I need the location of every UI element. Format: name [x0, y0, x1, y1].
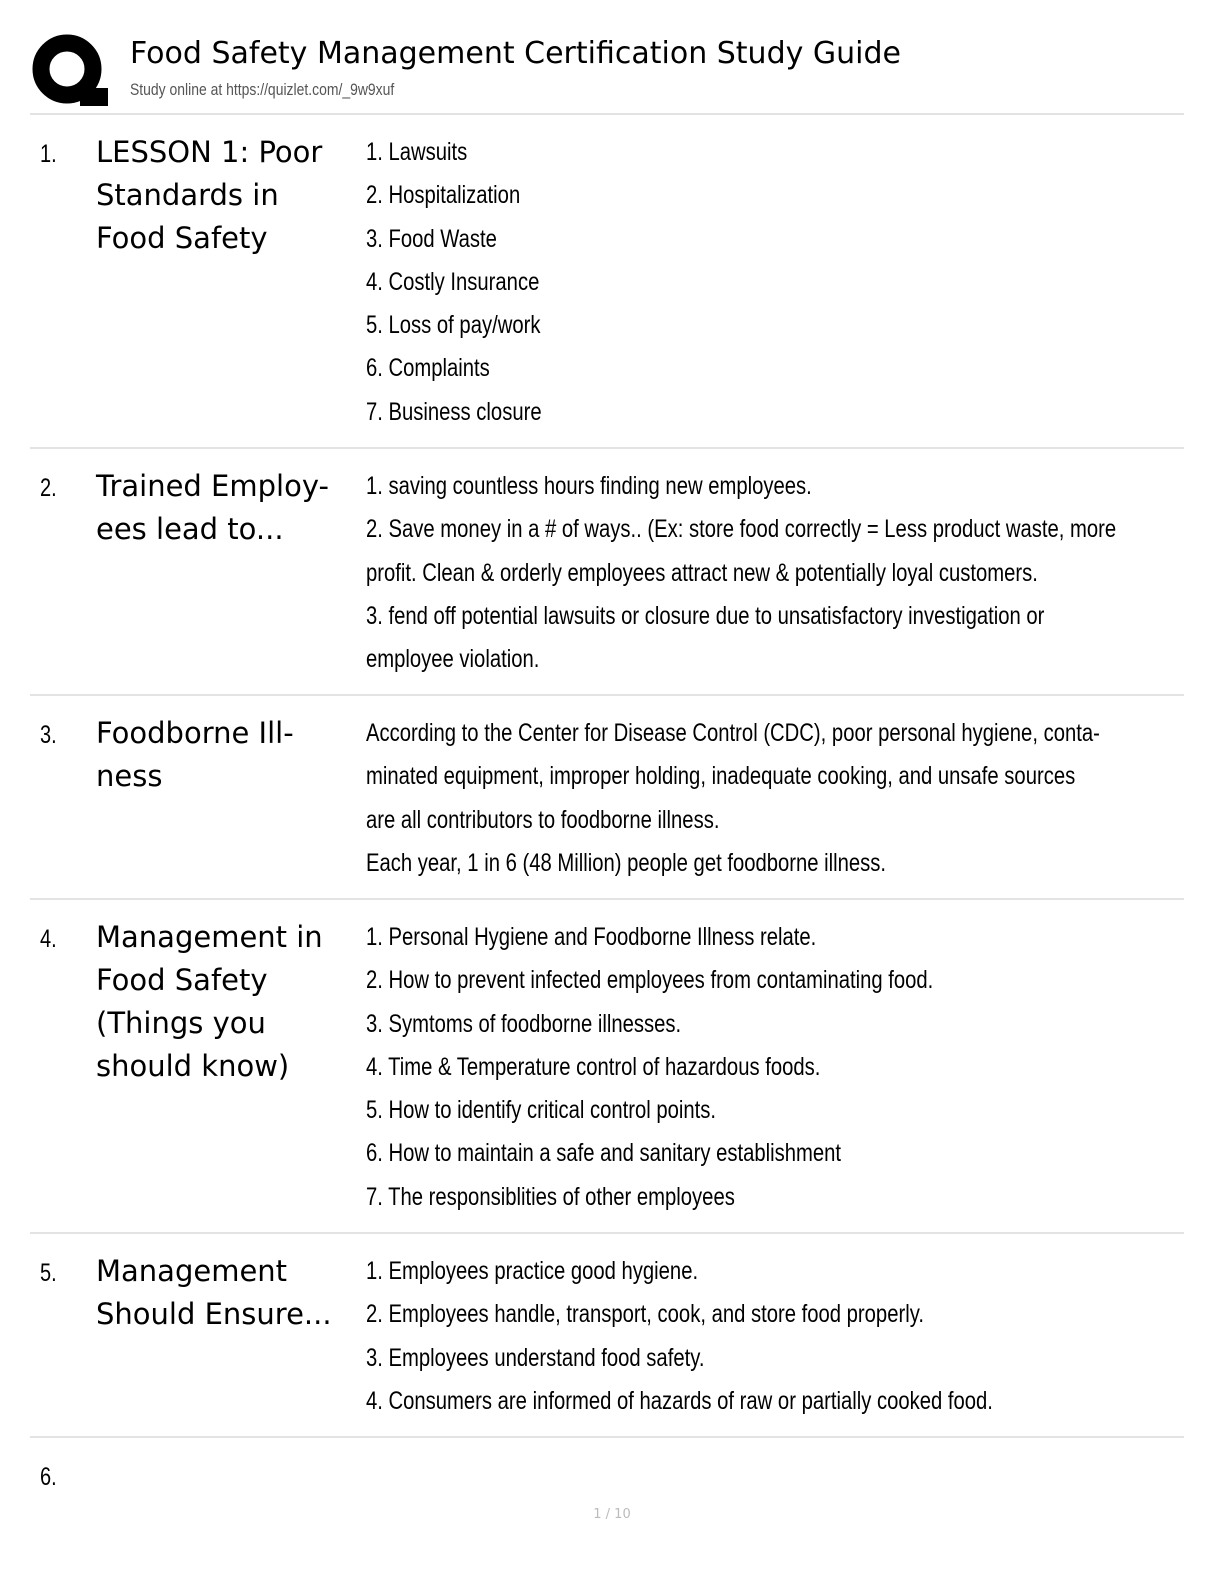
page-title: Food Safety Management Certification Study Guide	[130, 36, 901, 71]
card-definition	[366, 916, 1160, 1219]
flashcard	[30, 1436, 1184, 1518]
term-line: Foodborne Ill-	[96, 716, 294, 750]
definition-line: 2. Save money in a # of ways.. (Ex: store food correctly = Less product waste, more	[366, 515, 1117, 544]
card-definition	[366, 712, 1160, 885]
definition-line: 3. Employees understand food safety.	[366, 1343, 705, 1372]
page-header	[30, 28, 1190, 108]
definition-line: 4. Time & Temperature control of hazardous foods.	[366, 1052, 821, 1081]
definition-line: 7. The responsiblities of other employees	[366, 1182, 735, 1211]
term-line: Trained Employ-	[96, 469, 329, 503]
flashcard	[30, 447, 1184, 694]
card-number: 5.	[40, 1259, 57, 1287]
definition-line: profit. Clean & orderly employees attract new & potentially loyal customers.	[366, 558, 1038, 587]
term-line: Food Safety	[96, 963, 268, 997]
card-definition	[366, 1250, 1160, 1423]
card-number: 3.	[40, 721, 57, 749]
definition-line: minated equipment, improper holding, inadequate cooking, and unsafe sources	[366, 762, 1076, 791]
definition-line: 6. Complaints	[366, 354, 490, 383]
definition-line: are all contributors to foodborne illness.	[366, 805, 720, 834]
definition-line: employee violation.	[366, 645, 540, 674]
definition-line: 4. Costly Insurance	[366, 267, 540, 296]
term-line: Food Safety	[96, 221, 268, 255]
page-number: 1 / 10	[593, 1507, 631, 1522]
study-online-link[interactable]: Study online at https://quizlet.com/_9w9xuf	[130, 80, 395, 99]
definition-line: According to the Center for Disease Control (CDC), poor personal hygiene, conta-	[366, 719, 1100, 747]
definition-line: 2. Employees handle, transport, cook, and store food properly.	[366, 1300, 924, 1329]
definition-line: 1. Personal Hygiene and Foodborne Illness relate.	[366, 923, 817, 951]
definition-line: 2. Hospitalization	[366, 181, 521, 210]
definition-line: 1. Employees practice good hygiene.	[366, 1257, 699, 1285]
card-definition	[366, 465, 1160, 681]
flashcard	[30, 898, 1184, 1232]
definition-line: 3. Symtoms of foodborne illnesses.	[366, 1009, 682, 1038]
term-line: ees lead to...	[96, 512, 284, 546]
definition-line: 4. Consumers are informed of hazards of raw or partially cooked food.	[366, 1386, 993, 1415]
definition-line: 7. Business closure	[366, 397, 542, 426]
definition-line: Each year, 1 in 6 (48 Million) people get foodborne illness.	[366, 848, 887, 877]
definition-line: 1. Lawsuits	[366, 138, 468, 166]
term-line: Should Ensure...	[96, 1297, 332, 1331]
term-line: Management in	[96, 920, 323, 954]
card-term	[96, 916, 346, 1088]
card-term	[96, 1250, 346, 1336]
card-number: 6.	[40, 1463, 57, 1491]
term-line: Management	[96, 1254, 288, 1288]
quizlet-logo-icon	[30, 32, 108, 110]
card-definition	[366, 131, 1160, 434]
card-term	[96, 465, 346, 551]
definition-line: 6. How to maintain a safe and sanitary establishment	[366, 1139, 842, 1168]
card-number: 2.	[40, 474, 57, 502]
card-term	[96, 712, 346, 798]
definition-line: 1. saving countless hours finding new employees.	[366, 472, 812, 500]
term-line: ness	[96, 759, 163, 793]
flashcard	[30, 1232, 1184, 1436]
term-line: should know)	[96, 1049, 290, 1083]
definition-line: 5. Loss of pay/work	[366, 311, 541, 340]
definition-line: 3. fend off potential lawsuits or closure due to unsatisfactory investigation or	[366, 601, 1045, 630]
term-line: Standards in	[96, 178, 279, 212]
definition-line: 3. Food Waste	[366, 224, 497, 253]
term-line: LESSON 1: Poor	[96, 135, 323, 169]
flashcard-list	[30, 113, 1184, 1518]
definition-line: 5. How to identify critical control points.	[366, 1096, 717, 1125]
card-term	[96, 131, 346, 260]
definition-line: 2. How to prevent infected employees from contaminating food.	[366, 966, 934, 995]
flashcard	[30, 694, 1184, 898]
card-number: 1.	[40, 140, 57, 168]
card-number: 4.	[40, 925, 57, 953]
term-line: (Things you	[96, 1006, 266, 1040]
flashcard	[30, 113, 1184, 447]
